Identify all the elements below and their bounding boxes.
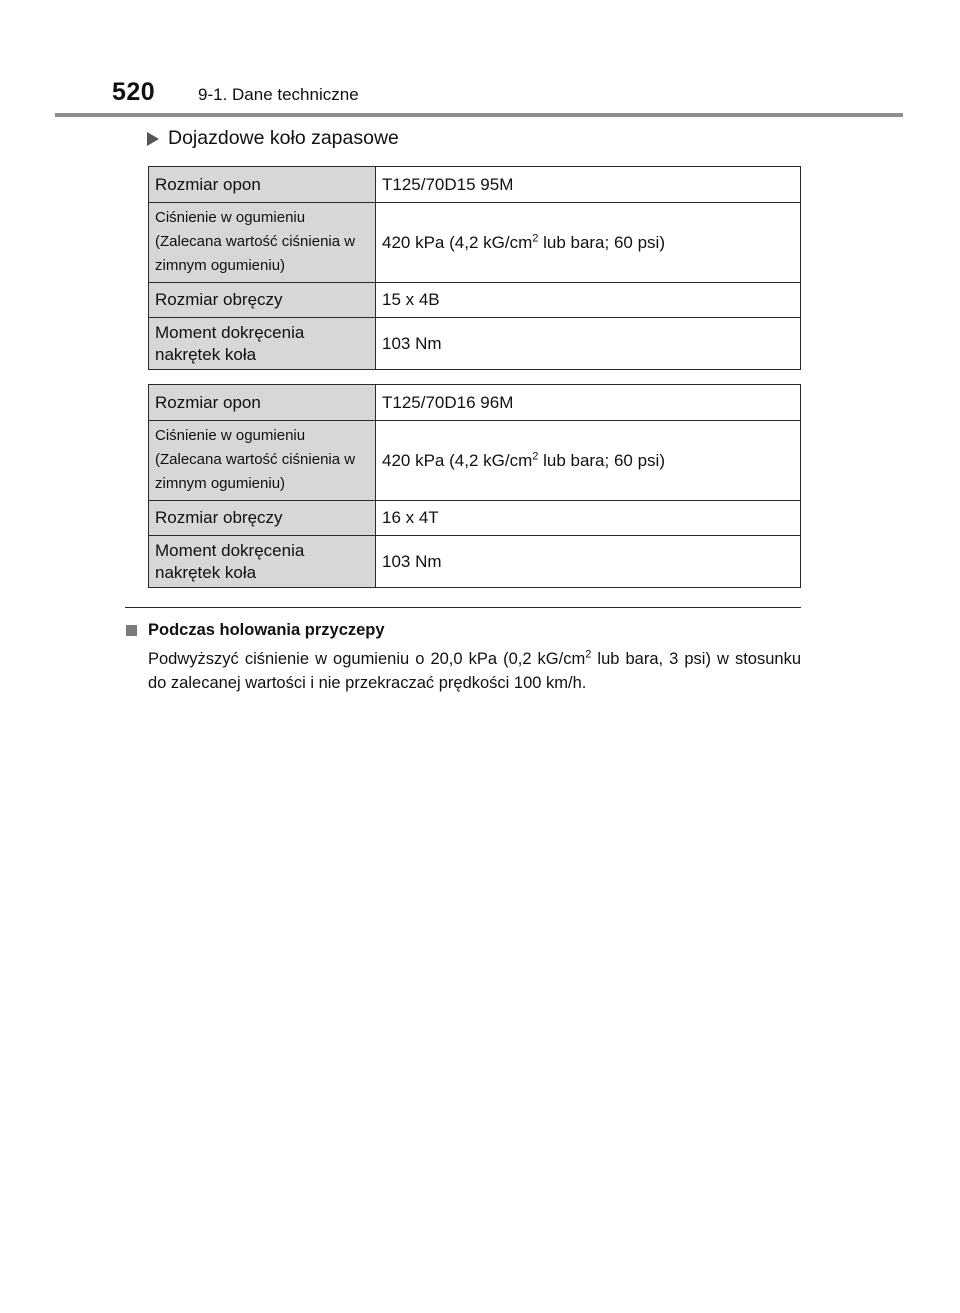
subsection-title: Dojazdowe koło zapasowe: [168, 127, 399, 149]
label-nut-torque: Moment dokręcenia nakrętek koła: [149, 536, 376, 588]
page-number: 520: [112, 78, 156, 106]
subsection-heading: [146, 127, 399, 150]
value-rim-size: 16 x 4T: [376, 501, 801, 536]
table-row: [149, 167, 801, 203]
triangle-right-icon: [146, 131, 160, 147]
section-title: 9-1. Dane techniczne: [198, 85, 359, 104]
note-heading: [126, 621, 385, 640]
value-tire-size: T125/70D15 95M: [376, 167, 801, 203]
label-tire-size: Rozmiar opon: [149, 385, 376, 421]
label-tire-size: Rozmiar opon: [149, 167, 376, 203]
table-row: [149, 318, 801, 370]
label-tire-pressure: Ciśnienie w ogumieniu (Zalecana wartość ciśnienia w zimnym ogumieniu): [149, 421, 376, 501]
table-row: [149, 203, 801, 283]
header-rule: [55, 113, 903, 117]
spec-table-15: [148, 166, 801, 370]
note-heading-text: Podczas holowania przyczepy: [148, 621, 385, 639]
note-body: Podwyższyć ciśnienie w ogumieniu o 20,0 kPa (0,2 $kG/cm^2$ lub bara, 3 psi) w stosunku do zalecanej wartości i nie przekraczać prędkości 100 km/h.: [148, 648, 801, 692]
spec-table-16: [148, 384, 801, 588]
value-tire-pressure: 420 kPa (4,2 $kG/cm^2$ lub bara; 60 psi): [376, 421, 801, 501]
value-tire-pressure: 420 kPa (4,2 $kG/cm^2$ lub bara; 60 psi): [376, 203, 801, 283]
square-bullet-icon: [126, 625, 137, 636]
label-nut-torque: Moment dokręcenia nakrętek koła: [149, 318, 376, 370]
value-tire-size: T125/70D16 96M: [376, 385, 801, 421]
label-tire-pressure: Ciśnienie w ogumieniu (Zalecana wartość ciśnienia w zimnym ogumieniu): [149, 203, 376, 283]
label-rim-size: Rozmiar obręczy: [149, 283, 376, 318]
table-row: [149, 536, 801, 588]
table-row: [149, 385, 801, 421]
table-row: [149, 421, 801, 501]
value-nut-torque: 103 Nm: [376, 536, 801, 588]
divider-rule: [125, 607, 801, 608]
value-rim-size: 15 x 4B: [376, 283, 801, 318]
table-row: [149, 501, 801, 536]
table-row: [149, 283, 801, 318]
label-rim-size: Rozmiar obręczy: [149, 501, 376, 536]
value-nut-torque: 103 Nm: [376, 318, 801, 370]
